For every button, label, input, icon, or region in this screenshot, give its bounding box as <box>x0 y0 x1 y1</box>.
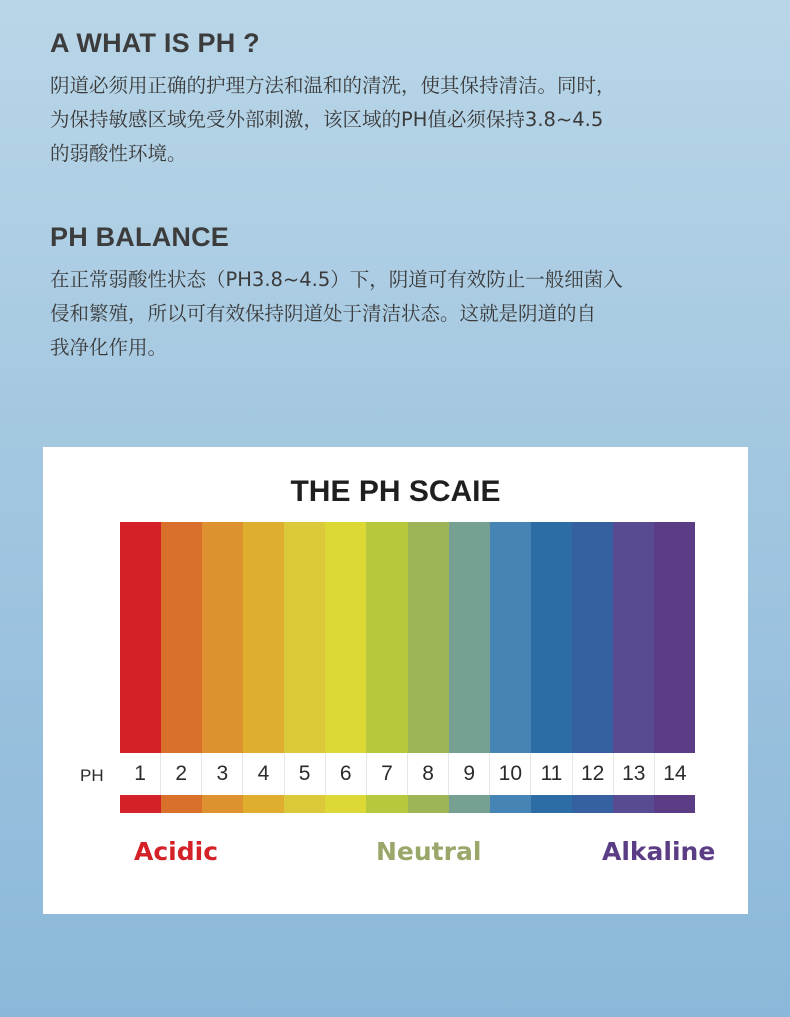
ph-balance-heading: PH BALANCE <box>50 222 230 252</box>
ph-strip-segment-6 <box>325 795 366 813</box>
ph-value-6: 6 <box>326 753 367 795</box>
what-is-ph-section <box>50 28 730 171</box>
ph-bar-2 <box>161 522 202 753</box>
ph-value-5: 5 <box>285 753 326 795</box>
what-is-ph-paragraph <box>50 69 730 171</box>
ph-bar-1 <box>120 522 161 753</box>
ph-bar-4 <box>243 522 284 753</box>
ph-axis-label: PH <box>80 766 104 785</box>
ph-bar-5 <box>284 522 325 753</box>
ph-scale-title: THE PH SCAIE <box>290 475 501 508</box>
ph-strip-segment-13 <box>613 795 654 813</box>
paragraph-line: 在正常弱酸性状态（PH3.8~4.5）下，阴道可有效防止一般细菌入 <box>50 268 623 291</box>
ph-bar-11 <box>531 522 572 753</box>
ph-value-7: 7 <box>367 753 408 795</box>
paragraph-line: 阴道必须用正确的护理方法和温和的清洗，使其保持清洁。同时， <box>50 74 616 97</box>
ph-balance-paragraph <box>50 263 730 365</box>
paragraph-line: 的弱酸性环境。 <box>50 142 187 165</box>
ph-bar-8 <box>408 522 449 753</box>
paragraph-line: 我净化作用。 <box>50 336 168 359</box>
ph-value-2: 2 <box>161 753 202 795</box>
ph-value-1: 1 <box>120 753 161 795</box>
neutral-label: Neutral <box>376 837 482 866</box>
ph-value-row <box>120 753 695 795</box>
ph-value-12: 12 <box>573 753 614 795</box>
ph-bar-3 <box>202 522 243 753</box>
ph-strip-segment-1 <box>120 795 161 813</box>
ph-strip-segment-14 <box>654 795 695 813</box>
ph-value-3: 3 <box>202 753 243 795</box>
ph-strip-segment-2 <box>161 795 202 813</box>
ph-value-9: 9 <box>449 753 490 795</box>
ph-value-11: 11 <box>531 753 572 795</box>
ph-value-13: 13 <box>614 753 655 795</box>
ph-value-8: 8 <box>408 753 449 795</box>
ph-value-10: 10 <box>490 753 531 795</box>
ph-color-strip <box>120 795 695 813</box>
ph-strip-segment-3 <box>202 795 243 813</box>
ph-bar-7 <box>366 522 407 753</box>
ph-strip-segment-12 <box>572 795 613 813</box>
ph-bar-10 <box>490 522 531 753</box>
ph-scale-card <box>43 447 748 914</box>
ph-balance-section <box>50 222 730 365</box>
ph-bar-12 <box>572 522 613 753</box>
paragraph-line: 为保持敏感区域免受外部刺激，该区域的PH值必须保持3.8~4.5 <box>50 108 604 131</box>
ph-strip-segment-11 <box>531 795 572 813</box>
ph-strip-segment-8 <box>408 795 449 813</box>
ph-strip-segment-4 <box>243 795 284 813</box>
ph-strip-segment-9 <box>449 795 490 813</box>
alkaline-label: Alkaline <box>602 837 716 866</box>
ph-color-bars <box>120 522 695 753</box>
what-is-ph-heading: A WHAT IS PH ? <box>50 28 260 58</box>
paragraph-line: 侵和繁殖，所以可有效保持阴道处于清洁状态。这就是阴道的自 <box>50 302 597 325</box>
ph-bar-14 <box>654 522 695 753</box>
ph-strip-segment-5 <box>284 795 325 813</box>
ph-strip-segment-7 <box>366 795 407 813</box>
ph-value-4: 4 <box>243 753 284 795</box>
ph-value-14: 14 <box>663 762 687 785</box>
ph-bar-9 <box>449 522 490 753</box>
ph-bar-6 <box>325 522 366 753</box>
acidic-label: Acidic <box>134 837 219 866</box>
ph-bar-13 <box>613 522 654 753</box>
ph-strip-segment-10 <box>490 795 531 813</box>
